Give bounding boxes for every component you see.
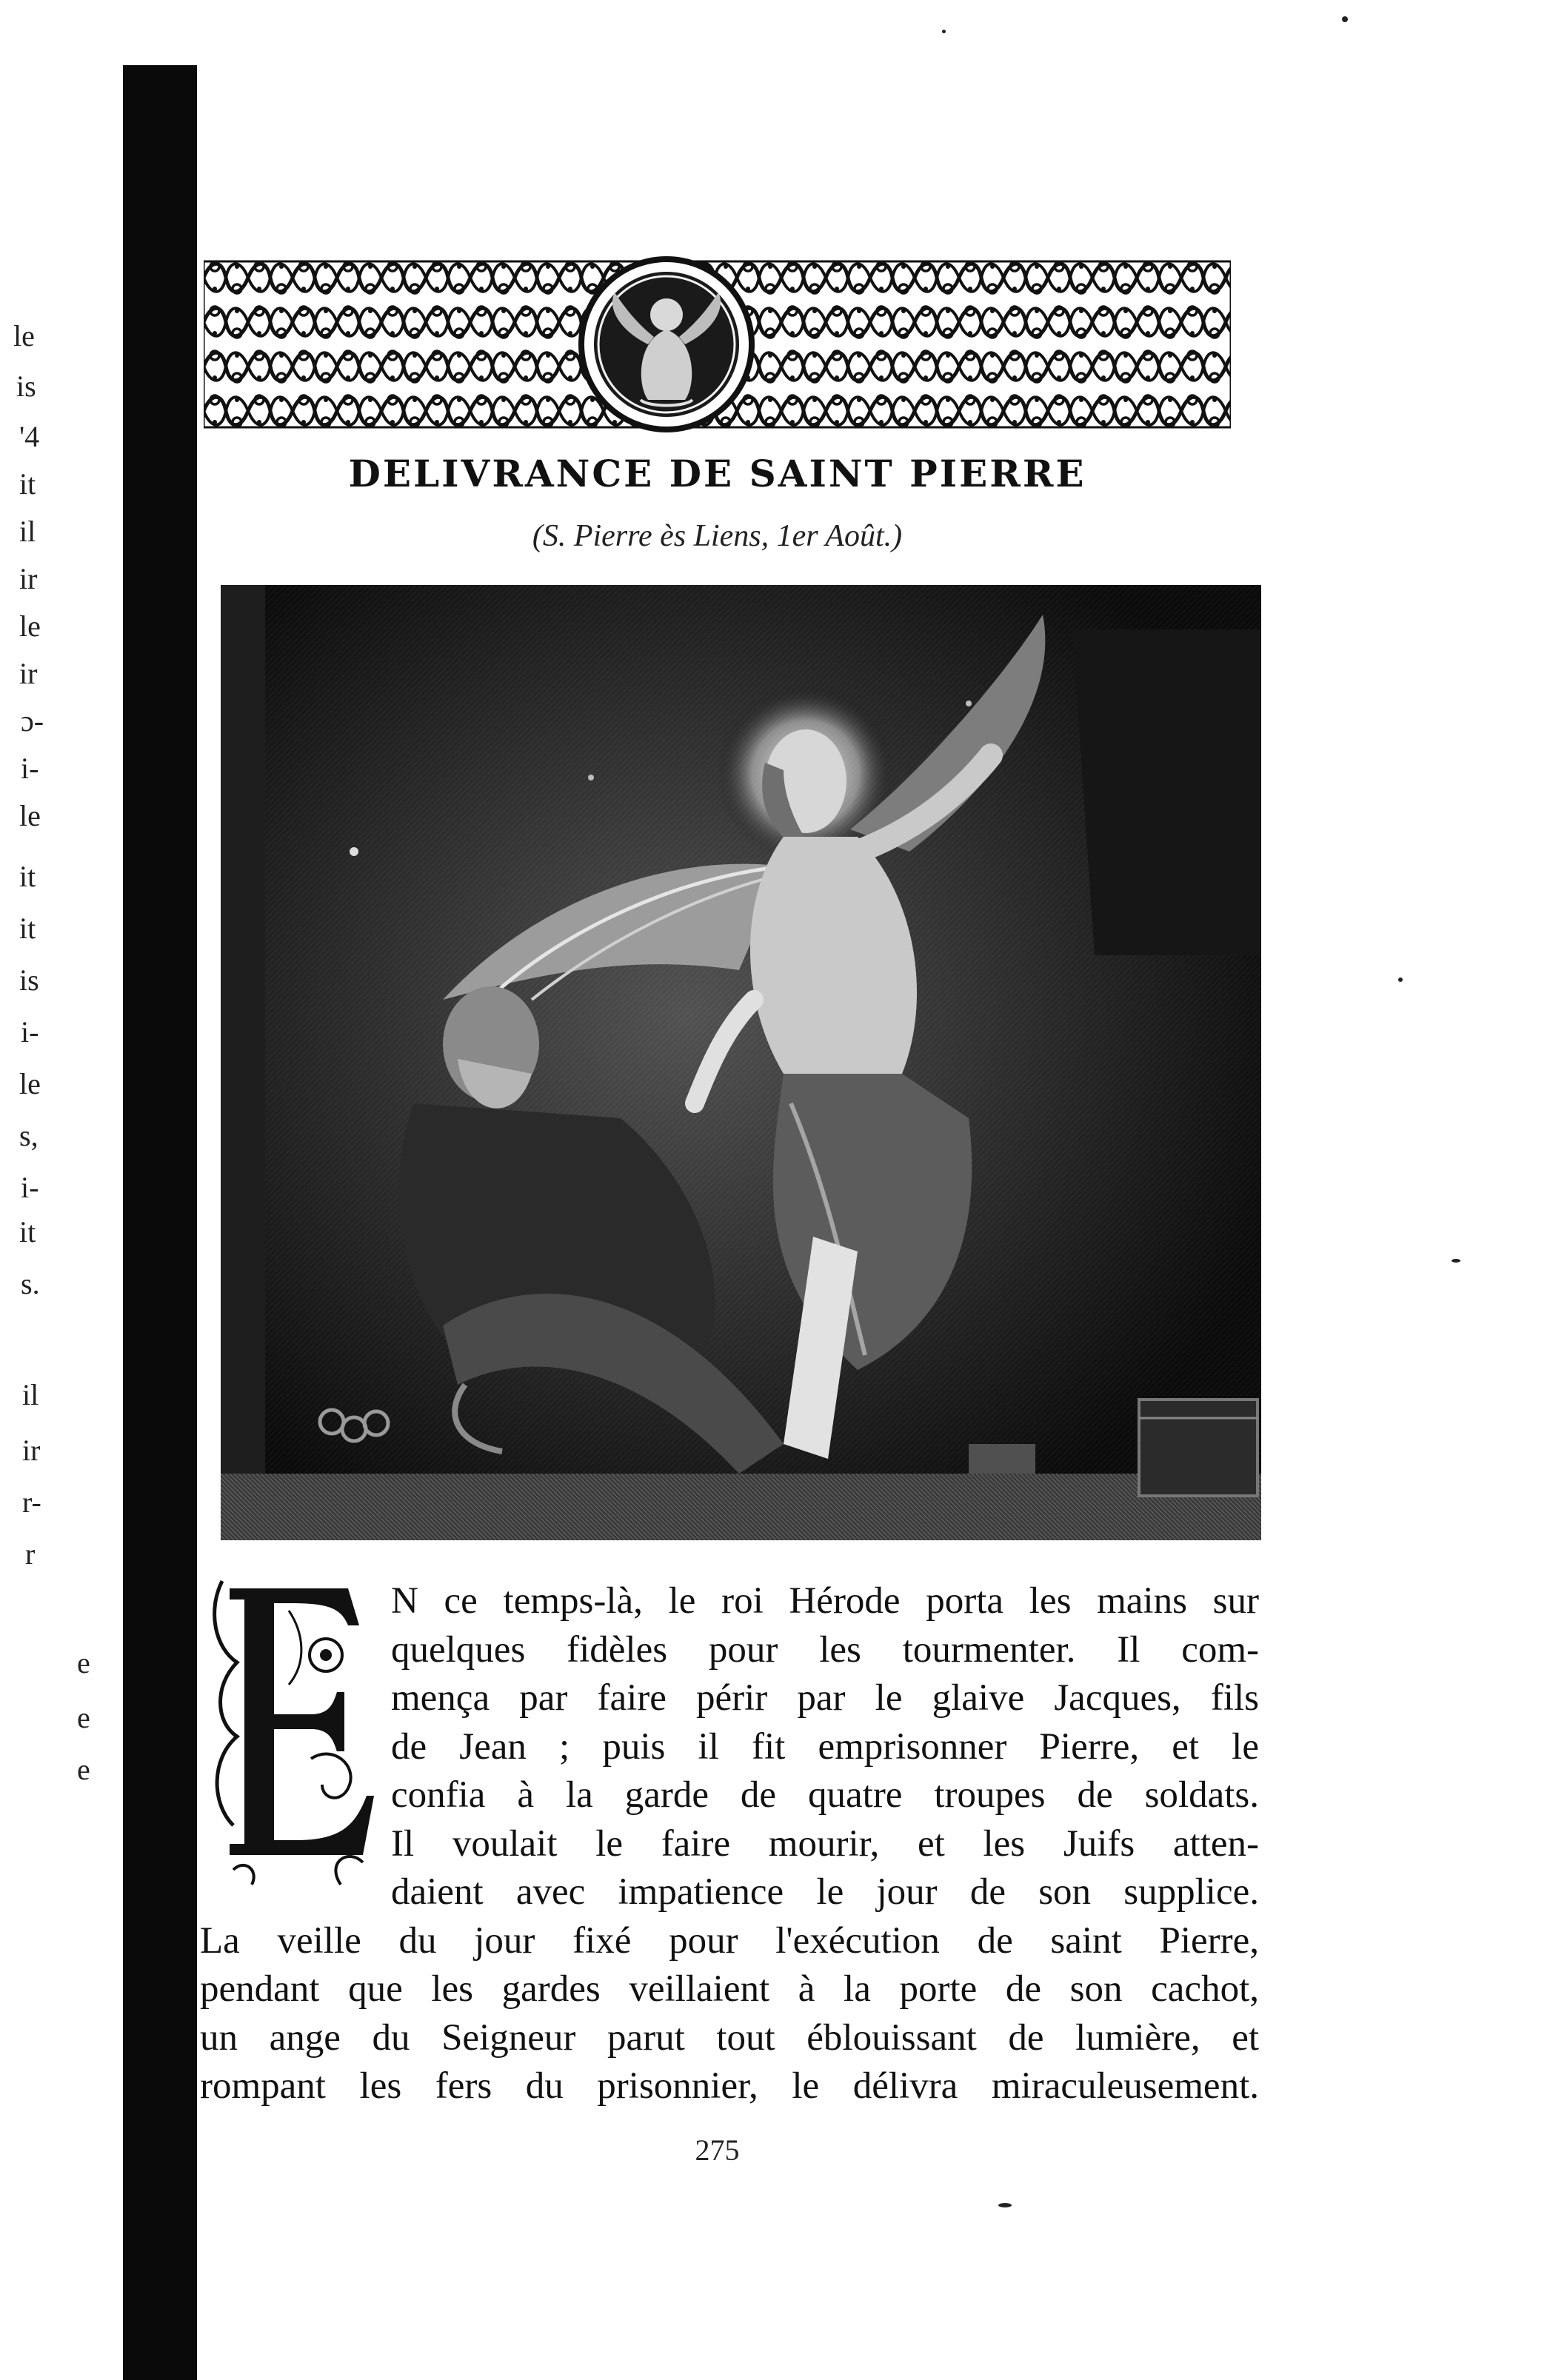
gutter-fragment: ir [19, 657, 38, 690]
gutter-fragment: it [19, 860, 36, 893]
gutter-fragment: s. [21, 1267, 40, 1300]
text-line: rompant les fers du prisonnier, le délivra miraculeusement. [200, 2065, 1259, 2107]
gutter-fragment: it [19, 912, 36, 945]
gutter-fragment: r- [22, 1485, 41, 1519]
text-line: N ce temps-là, le roi Hérode porta les mains sur [391, 1580, 1259, 1622]
facing-page-fragments [0, 0, 118, 2380]
gutter-fragment: le [19, 609, 41, 643]
scan-speck [1398, 977, 1403, 982]
gutter-fragment: il [22, 1378, 39, 1411]
gutter-fragment: e [77, 1753, 90, 1786]
text-line: mença par faire périr par le glaive Jacques, fils [391, 1677, 1259, 1719]
text-line: confia à la garde de quatre troupes de soldats. [391, 1774, 1259, 1816]
gutter-fragment: r [25, 1537, 36, 1571]
gutter-fragment: e [77, 1701, 90, 1734]
scan-speck [998, 2203, 1012, 2207]
gutter-fragment: i- [21, 1171, 39, 1204]
text-line: Il voulait le faire mourir, et les Juifs atten- [391, 1822, 1259, 1865]
gutter-fragment: e [77, 1646, 90, 1679]
gutter-fragment: s, [19, 1119, 39, 1152]
text-line: pendant que les gardes veillaient à la porte de son cachot, [200, 1968, 1259, 2010]
text-line: daient avec impatience le jour de son supplice. [391, 1871, 1259, 1913]
gutter-fragment: ir [19, 562, 38, 595]
body-paragraph [200, 1577, 1259, 2111]
gutter-fragment: il [19, 515, 36, 548]
gutter-fragment: le [19, 799, 41, 832]
scan-speck [942, 30, 946, 33]
text-line: un ange du Seigneur parut tout éblouissant de lumière, et [200, 2016, 1259, 2059]
feast-subtitle: (S. Pierre ès Liens, 1er Août.) [532, 519, 903, 553]
gutter-fragment: i- [21, 1015, 39, 1049]
binding-shadow [123, 65, 197, 2380]
gutter-fragment: it [19, 1215, 36, 1249]
scan-speck [1342, 16, 1348, 22]
text-line: de Jean ; puis il fit emprisonner Pierre, et le [391, 1725, 1259, 1768]
text-line: La veille du jour fixé pour l'exécution de saint Pierre, [200, 1919, 1259, 1962]
ornamental-header-band [204, 255, 1231, 433]
engraving-illustration [221, 585, 1261, 1540]
gutter-fragment: le [13, 319, 35, 352]
gutter-fragment: is [16, 370, 36, 403]
page-title: DELIVRANCE DE SAINT PIERRE [348, 452, 1086, 495]
gutter-fragment: ir [22, 1434, 41, 1467]
gutter-fragment: le [19, 1067, 41, 1100]
text-line: quelques fidèles pour les tourmenter. Il com- [391, 1628, 1259, 1671]
scan-speck [1452, 1259, 1460, 1263]
page-number: 275 [695, 2133, 740, 2167]
gutter-fragment: is [19, 963, 39, 997]
gutter-fragment: i- [21, 752, 39, 785]
gutter-fragment: it [19, 467, 36, 501]
gutter-fragment: ɔ- [21, 704, 44, 738]
gutter-fragment: '4 [19, 420, 40, 453]
angel-medallion-icon [581, 259, 752, 429]
